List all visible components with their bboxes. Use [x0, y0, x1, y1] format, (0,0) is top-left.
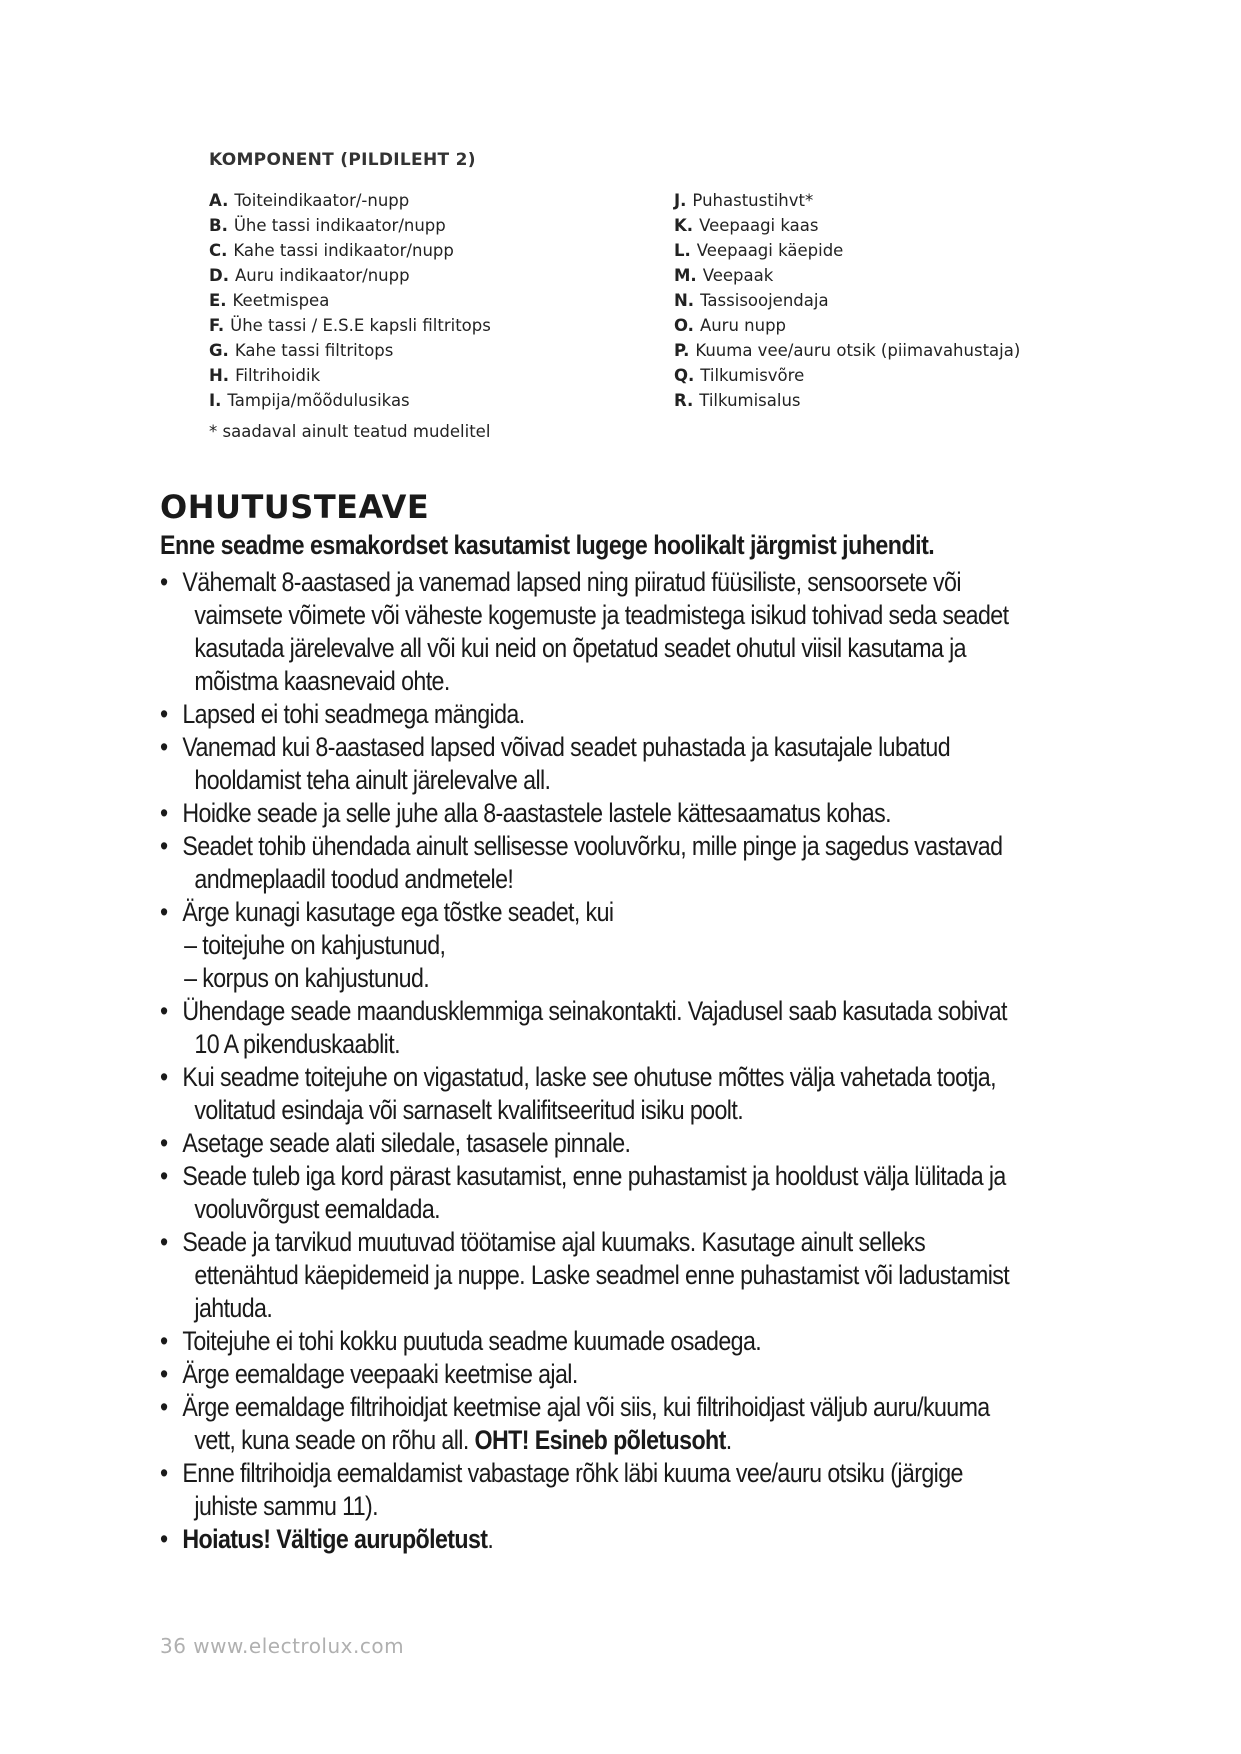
component-item	[674, 288, 1020, 313]
safety-item	[160, 1457, 1072, 1523]
safety-text: juhiste sammu 11).	[194, 1491, 379, 1521]
component-label: Auru nupp	[699, 316, 787, 335]
safety-text: Asetage seade alati siledale, tasasele pinnale.	[182, 1128, 631, 1158]
safety-subitem: – toitejuhe on kahjustunud,	[184, 930, 446, 960]
component-item	[209, 388, 491, 413]
component-label: Filtrihoidik	[235, 366, 321, 385]
component-letter: N.	[674, 291, 695, 310]
safety-text-line	[182, 1424, 1071, 1457]
safety-text: andmeplaadil toodud andmetele!	[194, 864, 514, 894]
component-label: Kuuma vee/auru otsik (piimavahustaja)	[695, 341, 1021, 360]
bullet: •	[160, 798, 168, 828]
safety-intro: Enne seadme esmakordset kasutamist lugege hoolikalt järgmist juhendit.	[160, 530, 935, 560]
component-letter: R.	[674, 391, 694, 410]
component-letter: L.	[674, 241, 691, 260]
safety-text: Ärge eemaldage filtrihoidjat keetmise ajal või siis, kui filtrihoidjast väljub auru/kuuma	[182, 1392, 990, 1422]
bullet: •	[160, 1359, 168, 1389]
component-letter: C.	[209, 241, 228, 260]
bullet: •	[160, 1392, 168, 1422]
components-list-right	[674, 188, 1020, 413]
safety-text: Ühendage seade maandusklemmiga seinakontakti. Vajadusel saab kasutada sobivat	[182, 996, 1007, 1026]
safety-text: vett, kuna seade on rõhu all.	[194, 1425, 475, 1455]
safety-text: vaimsete võimete või väheste kogemuste ja teadmistega isikud tohivad seda seadet	[194, 600, 1009, 630]
component-label: Tilkumisalus	[699, 391, 801, 410]
component-letter: P.	[674, 341, 690, 360]
bullet: •	[160, 1161, 168, 1191]
danger-warning: OHT! Esineb põletusoht	[474, 1425, 726, 1455]
component-item	[209, 288, 491, 313]
safety-text: Ärge kunagi kasutage ega tõstke seadet, kui	[182, 897, 614, 927]
component-item	[674, 363, 1020, 388]
bullet: •	[160, 567, 168, 597]
component-item	[674, 313, 1020, 338]
safety-text: vooluvõrgust eemaldada.	[194, 1194, 441, 1224]
bullet: •	[160, 1524, 168, 1554]
component-letter: A.	[209, 191, 229, 210]
component-letter: H.	[209, 366, 230, 385]
safety-text: .	[487, 1524, 494, 1554]
safety-text: Toitejuhe ei tohi kokku puutuda seadme kuumade osadega.	[182, 1326, 762, 1356]
page-footer: 36 www.electrolux.com	[160, 1634, 405, 1658]
component-item	[209, 313, 491, 338]
safety-item	[160, 566, 1072, 698]
component-letter: G.	[209, 341, 229, 360]
safety-item	[160, 1391, 1072, 1457]
safety-text: 10 A pikenduskaablit.	[194, 1029, 400, 1059]
component-letter: K.	[674, 216, 694, 235]
safety-item	[160, 1061, 1072, 1127]
component-label: Keetmispea	[232, 291, 330, 310]
safety-item	[160, 1358, 1072, 1391]
safety-item	[160, 1127, 1072, 1160]
component-label: Tassisoojendaja	[700, 291, 829, 310]
component-label: Ühe tassi indikaator/nupp	[233, 216, 446, 235]
safety-item	[160, 1226, 1072, 1325]
components-footnote: * saadaval ainult teatud mudelitel	[209, 422, 491, 441]
safety-text: kasutada järelevalve all või kui neid on õpetatud seadet ohutul viisil kasutama ja	[194, 633, 966, 663]
safety-item	[160, 797, 1072, 830]
component-item	[209, 188, 491, 213]
components-list-left	[209, 188, 491, 413]
component-label: Veepaagi kaas	[699, 216, 819, 235]
component-item	[209, 263, 491, 288]
bullet: •	[160, 897, 168, 927]
component-letter: F.	[209, 316, 225, 335]
components-title: KOMPONENT (PILDILEHT 2)	[209, 150, 476, 170]
bullet: •	[160, 1458, 168, 1488]
safety-item	[160, 1160, 1072, 1226]
component-label: Kahe tassi filtritops	[234, 341, 394, 360]
bullet: •	[160, 1326, 168, 1356]
safety-item	[160, 1523, 1072, 1556]
bullet: •	[160, 831, 168, 861]
safety-text: Enne filtrihoidja eemaldamist vabastage rõhk läbi kuuma vee/auru otsiku (järgige	[182, 1458, 963, 1488]
safety-text: Vanemad kui 8-aastased lapsed võivad seadet puhastada ja kasutajale lubatud	[182, 732, 951, 762]
safety-item	[160, 995, 1072, 1061]
component-item	[674, 388, 1020, 413]
component-item	[674, 338, 1020, 363]
component-label: Kahe tassi indikaator/nupp	[233, 241, 454, 260]
component-item	[674, 213, 1020, 238]
component-item	[209, 238, 491, 263]
safety-text: Seadet tohib ühendada ainult sellisesse vooluvõrku, mille pinge ja sagedus vastavad	[182, 831, 1003, 861]
bullet: •	[160, 1227, 168, 1257]
component-letter: B.	[209, 216, 228, 235]
safety-text: mõistma kaasnevaid ohte.	[194, 666, 450, 696]
component-label: Ühe tassi / E.S.E kapsli filtritops	[230, 316, 491, 335]
safety-item	[160, 698, 1072, 731]
component-label: Veepaak	[702, 266, 774, 285]
component-label: Puhastustihvt*	[692, 191, 814, 210]
safety-item	[160, 896, 1072, 995]
safety-text: Ärge eemaldage veepaaki keetmise ajal.	[182, 1359, 578, 1389]
safety-heading: OHUTUSTEAVE	[160, 488, 430, 526]
component-item	[209, 338, 491, 363]
safety-text: hooldamist teha ainult järelevalve all.	[194, 765, 551, 795]
safety-text: Seade tuleb iga kord pärast kasutamist, enne puhastamist ja hooldust välja lülitada ja	[182, 1161, 1006, 1191]
component-label: Auru indikaator/nupp	[234, 266, 410, 285]
safety-text: Kui seadme toitejuhe on vigastatud, laske see ohutuse mõttes välja vahetada tootja,	[182, 1062, 996, 1092]
component-label: Veepaagi käepide	[696, 241, 844, 260]
safety-text: jahtuda.	[194, 1293, 273, 1323]
safety-text: Hoidke seade ja selle juhe alla 8-aastastele lastele kättesaamatus kohas.	[182, 798, 891, 828]
component-letter: I.	[209, 391, 222, 410]
component-letter: M.	[674, 266, 697, 285]
safety-subitem: – korpus on kahjustunud.	[184, 963, 430, 993]
safety-text: Seade ja tarvikud muutuvad töötamise ajal kuumaks. Kasutage ainult selleks	[182, 1227, 926, 1257]
component-label: Toiteindikaator/-nupp	[234, 191, 410, 210]
safety-item	[160, 731, 1072, 797]
bullet: •	[160, 699, 168, 729]
bullet: •	[160, 996, 168, 1026]
component-letter: Q.	[674, 366, 695, 385]
component-letter: O.	[674, 316, 694, 335]
bullet: •	[160, 1062, 168, 1092]
component-label: Tampija/mõõdulusikas	[227, 391, 410, 410]
component-letter: E.	[209, 291, 227, 310]
bullet: •	[160, 732, 168, 762]
safety-item	[160, 830, 1072, 896]
safety-text: .	[725, 1425, 732, 1455]
safety-text: Vähemalt 8-aastased ja vanemad lapsed ning piiratud füüsiliste, sensoorsete või	[182, 567, 961, 597]
safety-list	[160, 566, 1072, 1556]
component-letter: D.	[209, 266, 229, 285]
component-item	[674, 238, 1020, 263]
steam-warning: Hoiatus! Vältige aurupõletust	[182, 1524, 488, 1554]
safety-text: ettenähtud käepidemeid ja nuppe. Laske seadmel enne puhastamist või ladustamist	[194, 1260, 1010, 1290]
component-item	[209, 363, 491, 388]
safety-item	[160, 1325, 1072, 1358]
component-item	[209, 213, 491, 238]
component-item	[674, 188, 1020, 213]
safety-text: Lapsed ei tohi seadmega mängida.	[182, 699, 525, 729]
bullet: •	[160, 1128, 168, 1158]
safety-text: volitatud esindaja või sarnaselt kvalifitseeritud isiku poolt.	[194, 1095, 744, 1125]
component-item	[674, 263, 1020, 288]
component-label: Tilkumisvõre	[700, 366, 805, 385]
component-letter: J.	[674, 191, 687, 210]
